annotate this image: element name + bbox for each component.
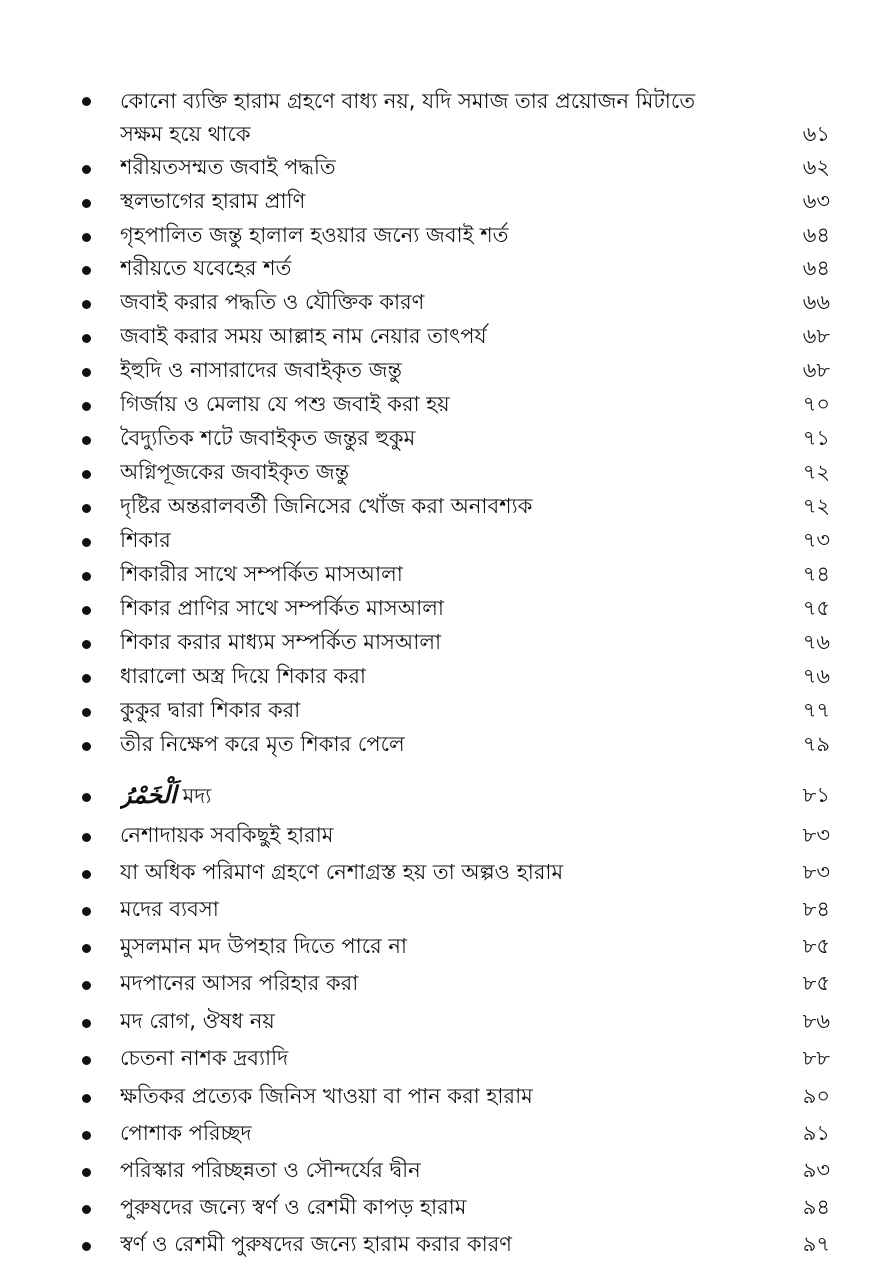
- bullet-icon: [82, 334, 91, 343]
- bullet-icon: [82, 436, 91, 445]
- bullet-icon: [82, 572, 91, 581]
- entry-title: মদের ব্যবসা: [120, 897, 219, 921]
- bullet-icon: [82, 640, 91, 649]
- bullet-icon: [82, 1242, 91, 1251]
- list-item: [0, 251, 870, 285]
- entry-title: পোশাক পরিচ্ছদ: [120, 1121, 252, 1145]
- bullet-icon: [82, 944, 91, 953]
- entry-page: ৭৭: [802, 698, 830, 722]
- entry-title: বৈদ্যুতিক শটে জবাইকৃত জন্তুর হুকুম: [120, 426, 416, 450]
- list-item: [0, 184, 870, 218]
- list-item: [0, 1153, 870, 1187]
- entry-title: শরীয়তে যবেহের শর্ত: [120, 256, 292, 280]
- entry-title: স্থলভাগের হারাম প্রাণি: [120, 189, 306, 213]
- list-item: [0, 218, 870, 252]
- entry-page: ৭৯: [802, 732, 830, 756]
- entry-page: ৭২: [802, 494, 830, 518]
- entry-page: ৭৪: [802, 562, 830, 586]
- bullet-icon: [82, 538, 91, 547]
- bullet-icon: [82, 907, 91, 916]
- entry-title: মদ্য: [182, 784, 212, 808]
- list-item: [0, 150, 870, 184]
- entry-page: ৯৩: [802, 1158, 830, 1182]
- entry-title: ইহুদি ও নাসারাদের জবাইকৃত জন্তু: [120, 358, 402, 382]
- entry-title-group: [120, 775, 760, 816]
- entry-page: ৭৫: [802, 596, 830, 620]
- entry-page: ৮৪: [802, 897, 830, 921]
- bullet-icon: [82, 708, 91, 717]
- bullet-icon: [82, 1019, 91, 1028]
- entry-title: স্বর্ণ ও রেশমী পুরুষদের জন্যে হারাম করার কারণ: [120, 1232, 512, 1256]
- list-item: [0, 1004, 870, 1038]
- entry-title: শিকার করার মাধ্যম সম্পর্কিত মাসআলা: [120, 630, 442, 654]
- entry-title: কোনো ব্যক্তি হারাম গ্রহণে বাধ্য নয়, যদি সমাজ তার প্রয়োজন মিটাতে: [120, 89, 696, 113]
- entry-page: ৭৩: [802, 528, 830, 552]
- bullet-icon: [82, 981, 91, 990]
- bullet-icon: [82, 470, 91, 479]
- list-item: [0, 693, 870, 727]
- bullet-icon: [82, 402, 91, 411]
- entry-page: ৮১: [802, 783, 830, 807]
- entry-title: দৃষ্টির অন্তরালবর্তী জিনিসের খোঁজ করা অনাবশ্যক: [120, 494, 533, 518]
- bullet-icon: [82, 1205, 91, 1214]
- bullet-icon: [82, 1056, 91, 1065]
- entry-page: ৯৪: [802, 1195, 830, 1219]
- list-item: [0, 421, 870, 455]
- entry-title: কুকুর দ্বারা শিকার করা: [120, 698, 301, 722]
- entry-page: ৬৮: [802, 324, 830, 348]
- bullet-icon: [82, 833, 91, 842]
- entry-title: পরিস্কার পরিচ্ছন্নতা ও সৌন্দর্যের দ্বীন: [120, 1158, 421, 1182]
- entry-title: পুরুষদের জন্যে স্বর্ণ ও রেশমী কাপড় হারাম: [120, 1195, 467, 1219]
- entry-title: চেতনা নাশক দ্রব্যাদি: [120, 1046, 289, 1070]
- entry-title: তীর নিক্ষেপ করে মৃত শিকার পেলে: [120, 732, 405, 756]
- entry-page: ৬১: [802, 122, 830, 146]
- entry-page: ৭১: [802, 426, 830, 450]
- list-item: [0, 523, 870, 557]
- list-item: [0, 966, 870, 1000]
- entry-page: ৮৫: [802, 971, 830, 995]
- entry-page: ৬৪: [802, 256, 830, 280]
- entry-page: ৬৬: [802, 290, 830, 314]
- entry-page: ৯১: [802, 1121, 830, 1145]
- arabic-term: اَلْخَمْرُ: [120, 781, 177, 809]
- entry-title: শরীয়তসম্মত জবাই পদ্ধতি: [120, 155, 336, 179]
- entry-title: শিকার: [120, 528, 171, 552]
- list-item: [0, 557, 870, 591]
- list-item: [0, 1041, 870, 1075]
- bullet-icon: [82, 1168, 91, 1177]
- bullet-icon: [82, 1131, 91, 1140]
- bullet-icon: [82, 368, 91, 377]
- entry-title: জবাই করার সময় আল্লাহ নাম নেয়ার তাৎপর্য: [120, 324, 487, 348]
- bullet-icon: [82, 504, 91, 513]
- entry-title: মদপানের আসর পরিহার করা: [120, 971, 359, 995]
- list-item: [0, 319, 870, 353]
- entry-page: ৮৩: [802, 860, 830, 884]
- entry-page: ৭০: [802, 392, 830, 416]
- list-item: [0, 659, 870, 693]
- bullet-icon: [82, 793, 91, 802]
- entry-page: ৬৪: [802, 223, 830, 247]
- entry-page: ৮৩: [802, 823, 830, 847]
- bullet-icon: [82, 199, 91, 208]
- entry-title: ক্ষতিকর প্রত্যেক জিনিস খাওয়া বা পান করা হারাম: [120, 1084, 533, 1108]
- list-item: [0, 625, 870, 659]
- list-item: [0, 353, 870, 387]
- entry-page: ৯০: [802, 1084, 830, 1108]
- bullet-icon: [82, 1094, 91, 1103]
- entry-page: ৬৮: [802, 358, 830, 382]
- list-item: [0, 455, 870, 489]
- entry-title: গির্জায় ও মেলায় যে পশু জবাই করা হয়: [120, 392, 450, 416]
- list-item: [0, 1116, 870, 1150]
- list-item: [0, 387, 870, 421]
- bullet-icon: [82, 165, 91, 174]
- bullet-icon: [82, 266, 91, 275]
- list-item: [0, 285, 870, 319]
- list-item: [0, 855, 870, 889]
- entry-page: ৮৮: [802, 1046, 830, 1070]
- bullet-icon: [82, 300, 91, 309]
- bullet-icon: [82, 606, 91, 615]
- bullet-icon: [82, 742, 91, 751]
- list-item: [0, 1190, 870, 1224]
- entry-title: গৃহপালিত জন্তু হালাল হওয়ার জন্যে জবাই শর্ত: [120, 223, 509, 247]
- entry-title: মুসলমান মদ উপহার দিতে পারে না: [120, 934, 408, 958]
- bullet-icon: [82, 870, 91, 879]
- list-item: [0, 84, 870, 118]
- entry-title: শিকার প্রাণির সাথে সম্পর্কিত মাসআলা: [120, 596, 445, 620]
- list-item: [0, 892, 870, 926]
- bullet-icon: [82, 674, 91, 683]
- entry-title: ধারালো অস্ত্র দিয়ে শিকার করা: [120, 664, 366, 688]
- entry-page: ৭৬: [802, 630, 830, 654]
- entry-page: ৬২: [802, 155, 830, 179]
- entry-title: জবাই করার পদ্ধতি ও যৌক্তিক কারণ: [120, 290, 425, 314]
- entry-page: ৮৫: [802, 934, 830, 958]
- entry-title: যা অধিক পরিমাণ গ্রহণে নেশাগ্রস্ত হয় তা অল্পও হারাম: [120, 860, 564, 884]
- entry-page: ৯৭: [802, 1232, 830, 1256]
- entry-page: ৭৬: [802, 664, 830, 688]
- list-item: [0, 818, 870, 852]
- list-item: [0, 591, 870, 625]
- entry-title: সক্ষম হয়ে থাকে: [120, 122, 251, 146]
- entry-page: ৮৬: [802, 1009, 830, 1033]
- bullet-icon: [82, 97, 91, 106]
- list-item: [0, 727, 870, 761]
- list-item: [0, 117, 870, 151]
- bullet-icon: [82, 233, 91, 242]
- list-item: [0, 929, 870, 963]
- list-item: [0, 775, 870, 815]
- entry-title: মদ রোগ, ঔষধ নয়: [120, 1009, 275, 1033]
- entry-page: ৭২: [802, 460, 830, 484]
- entry-page: ৬৩: [802, 189, 830, 213]
- list-item: [0, 1079, 870, 1113]
- entry-title: নেশাদায়ক সবকিছুই হারাম: [120, 823, 334, 847]
- entry-title: অগ্নিপূজকের জবাইকৃত জন্তু: [120, 460, 350, 484]
- entry-title: শিকারীর সাথে সম্পর্কিত মাসআলা: [120, 562, 403, 586]
- list-item: [0, 489, 870, 523]
- list-item: [0, 1227, 870, 1261]
